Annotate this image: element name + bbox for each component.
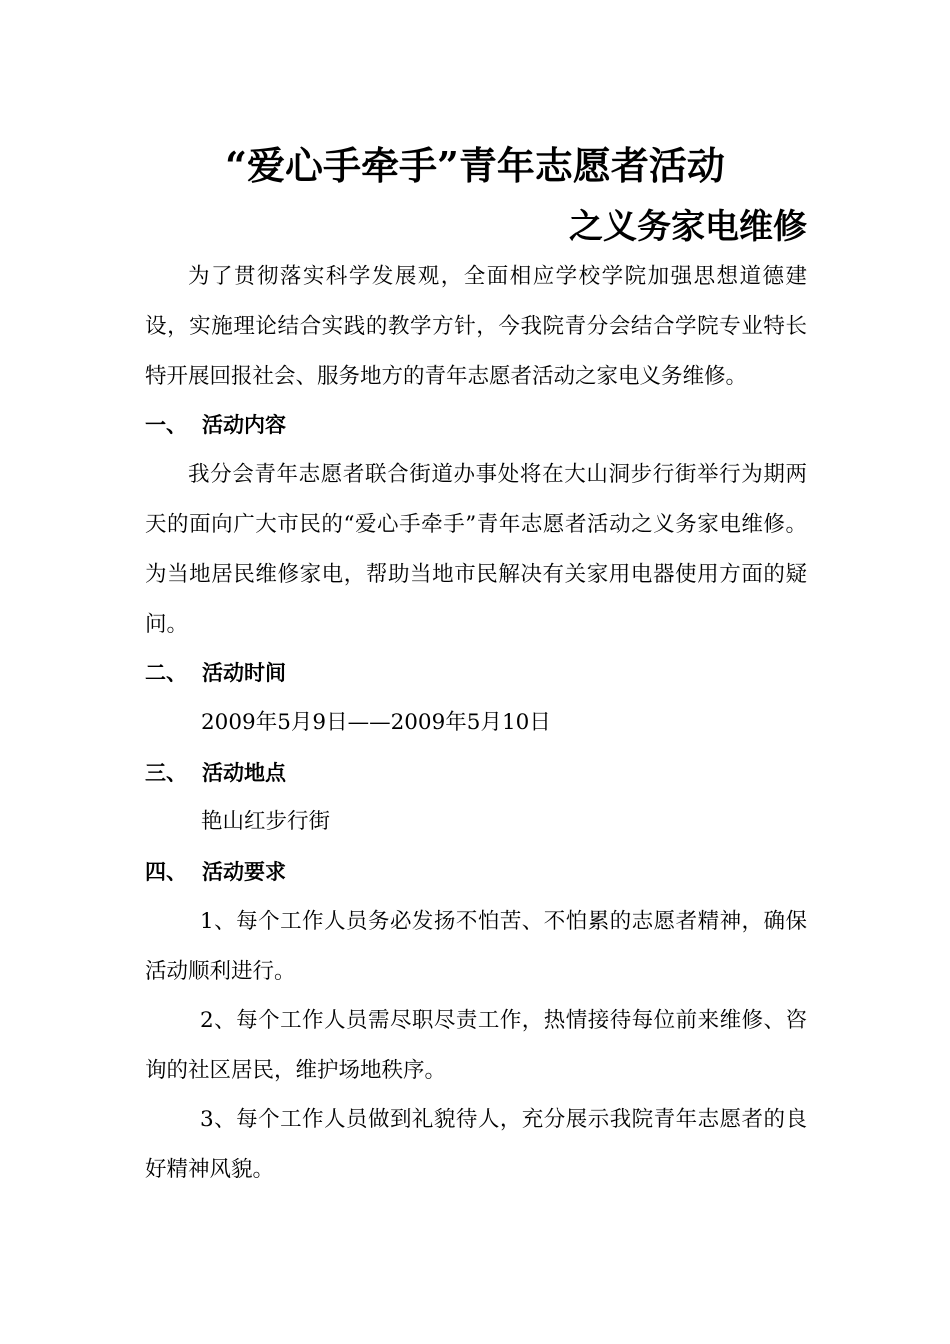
section-number: 四、 [145,859,187,884]
activity-time-text: 2009年5月9日——2009年5月10日 [201,710,551,735]
document-subtitle: 之义务家电维修 [569,207,807,247]
section-title: 活动地点 [202,760,286,785]
content-paragraph: 我分会青年志愿者联合街道办事处将在大山洞步行街举行为期两天的面向广大市民的“爱心手牵手”青年志愿者活动之义务家电维修。为当地居民维修家电，帮助当地市民解决有关家用电器使用方面的疑问。 [145,462,807,637]
section-heading-content [145,400,286,450]
requirement-item: 3、每个工作人员做到礼貌待人，充分展示我院青年志愿者的良好精神风貌。 [145,1107,807,1182]
section-heading-requirements [145,847,286,897]
section-number: 三、 [145,760,187,785]
requirement-item: 2、每个工作人员需尽职尽责工作，热情接待每位前来维修、咨询的社区居民，维护场地秩序。 [145,1008,807,1083]
document-title: “爱心手牵手”青年志愿者活动 [225,143,725,188]
section-heading-time [145,648,286,698]
activity-place-text: 艳山红步行街 [201,809,331,834]
section-title: 活动时间 [202,660,286,685]
section-heading-place [145,748,286,798]
section-number: 二、 [145,660,187,685]
requirement-item: 1、每个工作人员务必发扬不怕苦、不怕累的志愿者精神，确保活动顺利进行。 [145,909,807,984]
intro-paragraph: 为了贯彻落实科学发展观，全面相应学校学院加强思想道德建设，实施理论结合实践的教学方针，今我院青分会结合学院专业特长特开展回报社会、服务地方的青年志愿者活动之家电义务维修。 [145,264,807,389]
section-title: 活动内容 [202,412,286,437]
section-number: 一、 [145,412,187,437]
section-title: 活动要求 [202,859,286,884]
